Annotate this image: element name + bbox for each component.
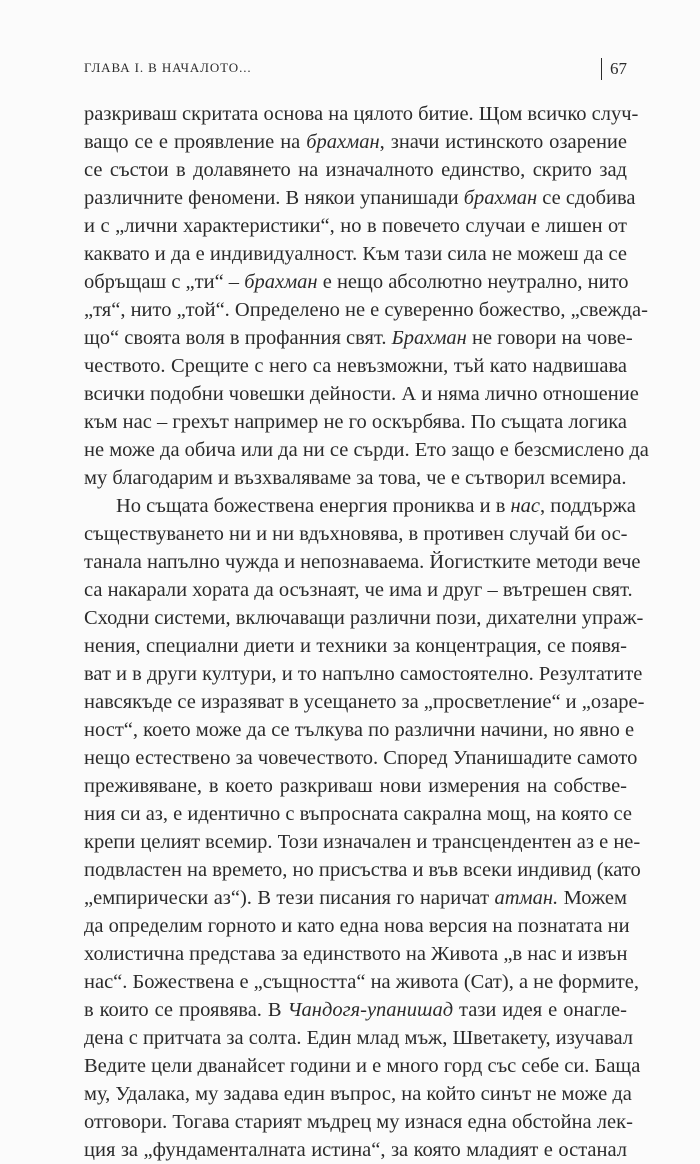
text-line: нещо естествено за човечеството. Според Упанишадите самото	[84, 747, 638, 769]
text-line: ния си аз, е идентично с въпросната сакрална мощ, на която се	[84, 803, 632, 825]
text-line: в които се проявява. В Чандогя-упанишад тази идея е онагле-	[84, 999, 627, 1021]
page-number: 67	[610, 59, 627, 78]
text-line: ност“, което може да се тълкува по различни начини, но явно е	[84, 719, 635, 741]
page-header	[84, 58, 627, 86]
text-line: подвластен на времето, но присъства и във всеки индивид (като	[84, 859, 641, 881]
text-line: обръщаш с „ти“ – брахман е нещо абсолютно неутрално, нито	[84, 271, 629, 293]
header-divider	[601, 58, 602, 80]
text-line: му благодарим и възхваляваме за това, че е сътворил всемира.	[84, 467, 627, 489]
text-line: ция за „фундаменталната истина“, за която младият е останал	[84, 1139, 627, 1161]
text-line: танала напълно чужда и непознаваема. Йогистките методи вече	[84, 551, 641, 573]
text-line: Но същата божествена енергия прониква и в нас, поддържа	[116, 495, 636, 517]
text-line: „тя“, нито „той“. Определено не е суверенно божество, „свежда-	[84, 299, 648, 321]
text-line: и с „лични характеристики“, но в повечето случаи е лишен от	[84, 215, 627, 237]
text-line: не може да обича или да ни се сърди. Ето защо е безсмислено да	[84, 439, 649, 461]
text-line: Ведите цели дванайсет години и е много горд със себе си. Баща	[84, 1055, 641, 1077]
text-line: разкриваш скритата основа на цялото битие. Щом всичко случ-	[84, 103, 639, 125]
text-line: са накарали хората да осъзнаят, че има и друг – вътрешен свят.	[84, 579, 633, 601]
text-line: всички подобни човешки дейности. А и няма лично отношение	[84, 383, 639, 405]
text-line: към нас – грехът например не го оскърбява. По същата логика	[84, 411, 627, 433]
text-line: нас“. Божествена е „същността“ на живота (Сат), а не формите,	[84, 971, 639, 993]
text-line: съществуването ни и ни вдъхновява, в противен случай би ос-	[84, 523, 628, 545]
text-line: навсякъде се изразяват в усещането за „просветление“ и „озаре-	[84, 691, 645, 713]
page-number-block	[601, 58, 627, 80]
text-line: Сходни системи, включаващи различни пози, дихателни упраж-	[84, 607, 644, 629]
text-line: ващо се е проявление на брахман, значи истинското озарение	[84, 131, 627, 153]
text-line: чеството. Срещите с него са невъзможни, тъй като надвишава	[84, 355, 627, 377]
text-line: се състои в долавянето на изначалното единство, скрито зад	[84, 159, 627, 181]
text-line: каквато и да е индивидуалност. Към тази сила не можеш да се	[84, 243, 627, 265]
text-line: му, Удалака, му задава един въпрос, на който синът не може да	[84, 1083, 632, 1105]
text-line: да определим горното и като една нова версия на познатата ни	[84, 915, 630, 937]
text-line: крепи целият всемир. Този изначален и трансцендентен аз е не-	[84, 831, 641, 853]
text-line: нения, специални диети и техники за концентрация, се появя-	[84, 635, 627, 657]
text-line: що“ своята воля в профанния свят. Брахман не говори на чове-	[84, 327, 633, 349]
text-line: ват и в други култури, и то напълно самостоятелно. Резултатите	[84, 663, 643, 685]
text-line: дена с притчата за солта. Един млад мъж, Шветакету, изучавал	[84, 1027, 634, 1049]
text-line: преживяване, в което разкриваш нови измерения на собстве-	[84, 775, 627, 797]
text-line: отговори. Тогава старият мъдрец му изнася една обстойна лек-	[84, 1111, 633, 1133]
running-head: ГЛАВА I. В НАЧАЛОТО...	[84, 60, 252, 75]
text-line: холистична представа за единството на Живота „в нас и извън	[84, 943, 628, 965]
text-line: „емпирически аз“). В тези писания го наричат атман. Можем	[84, 887, 628, 909]
text-line: различните феномени. В някои упанишади брахман се сдобива	[84, 187, 636, 209]
body-text	[84, 100, 649, 1164]
